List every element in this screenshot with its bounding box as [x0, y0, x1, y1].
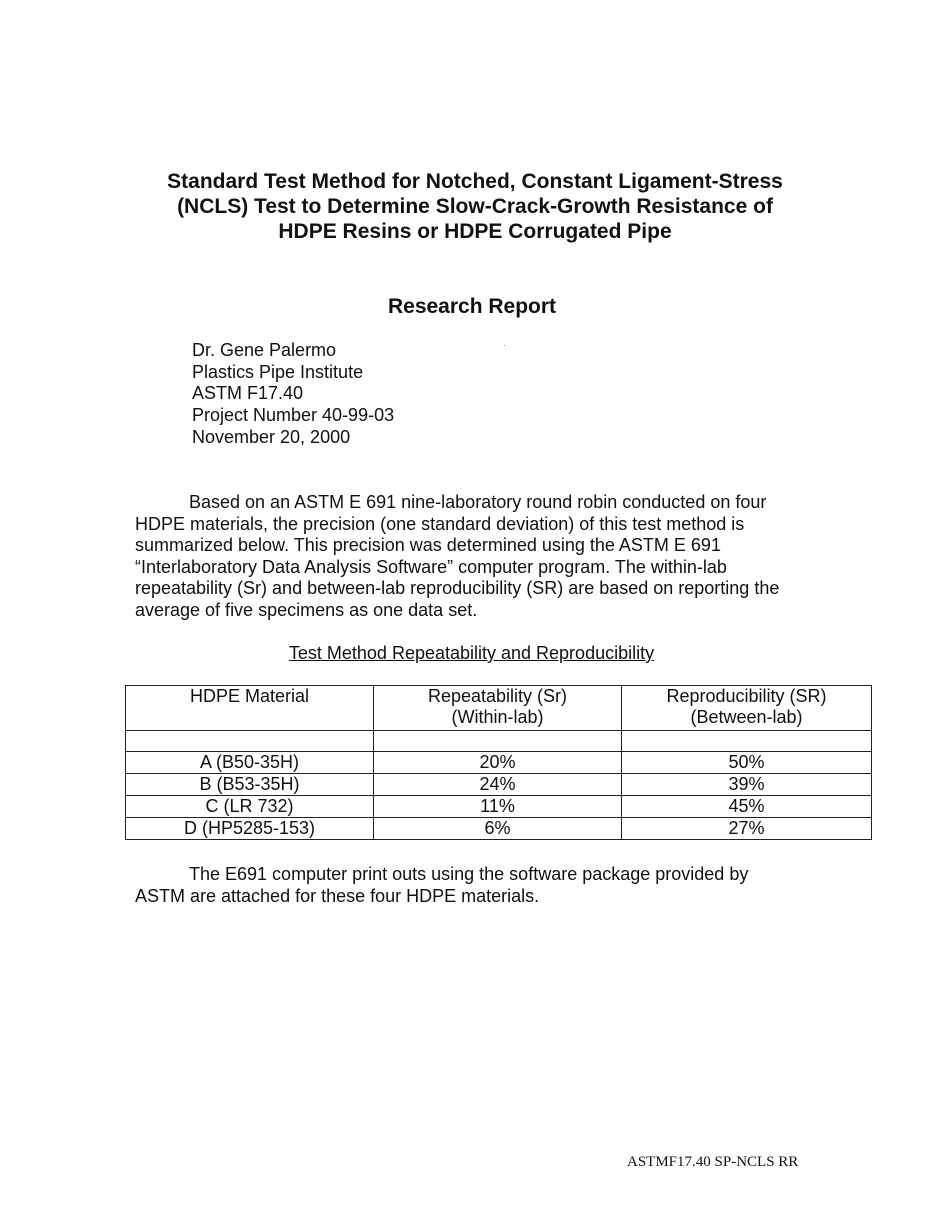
table-caption: Test Method Repeatability and Reproducibility — [288, 643, 655, 663]
table-cell: 45% — [622, 796, 872, 818]
table-row — [126, 818, 872, 840]
document-title — [130, 169, 820, 244]
paragraph-line: Based on an ASTM E 691 nine-laboratory round robin conducted on four — [189, 492, 767, 512]
paragraph-line: HDPE materials, the precision (one standard deviation) of this test method is — [135, 513, 745, 534]
page-footer: ASTMF17.40 SP-NCLS RR — [627, 1154, 799, 1170]
table-cell — [126, 731, 374, 752]
table-cell: 20% — [374, 752, 622, 774]
table-cell — [622, 731, 872, 752]
table-cell: 27% — [622, 818, 872, 840]
paragraph-line: “Interlaboratory Data Analysis Software” computer program. The within-lab — [135, 556, 727, 577]
precision-table — [125, 685, 872, 840]
title-line: HDPE Resins or HDPE Corrugated Pipe — [278, 220, 672, 243]
paragraph-line: repeatability (Sr) and between-lab reproducibility (SR) are based on reporting the — [135, 578, 780, 598]
paragraph-line: The E691 computer print outs using the software package provided by — [189, 864, 749, 884]
report-subtitle: Research Report — [387, 295, 557, 318]
title-line: Standard Test Method for Notched, Constant Ligament-Stress — [167, 170, 783, 193]
closing-paragraph — [135, 864, 825, 907]
table-row — [126, 752, 872, 774]
table-cell: C (LR 732) — [126, 796, 374, 818]
table-row — [126, 796, 872, 818]
table-cell: B (B53-35H) — [126, 774, 374, 796]
table-cell: 6% — [374, 818, 622, 840]
header-cell-material: HDPE Material — [126, 686, 374, 731]
intro-paragraph — [135, 492, 825, 621]
table-cell: D (HP5285-153) — [126, 818, 374, 840]
paragraph-line: summarized below. This precision was determined using the ASTM E 691 — [135, 535, 721, 555]
paragraph-line: ASTM are attached for these four HDPE materials. — [135, 885, 540, 906]
table-spacer-row — [126, 731, 872, 752]
table-cell: 24% — [374, 774, 622, 796]
paragraph-line: average of five specimens as one data set. — [135, 599, 478, 620]
table-cell: 50% — [622, 752, 872, 774]
table-header-row — [126, 686, 872, 731]
table-cell — [374, 731, 622, 752]
committee: ASTM F17.40 — [192, 383, 304, 404]
table-cell: 11% — [374, 796, 622, 818]
report-date: November 20, 2000 — [192, 426, 351, 447]
table-cell: A (B50-35H) — [126, 752, 374, 774]
table-row — [126, 774, 872, 796]
author-block — [192, 340, 394, 449]
header-cell-repeatability: Repeatability (Sr) (Within-lab) — [374, 686, 622, 731]
title-line: (NCLS) Test to Determine Slow-Crack-Growth Resistance of — [177, 195, 773, 218]
scan-speck — [504, 345, 505, 346]
project-number: Project Number 40-99-03 — [192, 405, 395, 426]
table-cell: 39% — [622, 774, 872, 796]
author-name: Dr. Gene Palermo — [192, 340, 337, 360]
author-organization: Plastics Pipe Institute — [192, 361, 364, 382]
header-cell-reproducibility: Reproducibility (SR) (Between-lab) — [622, 686, 872, 731]
